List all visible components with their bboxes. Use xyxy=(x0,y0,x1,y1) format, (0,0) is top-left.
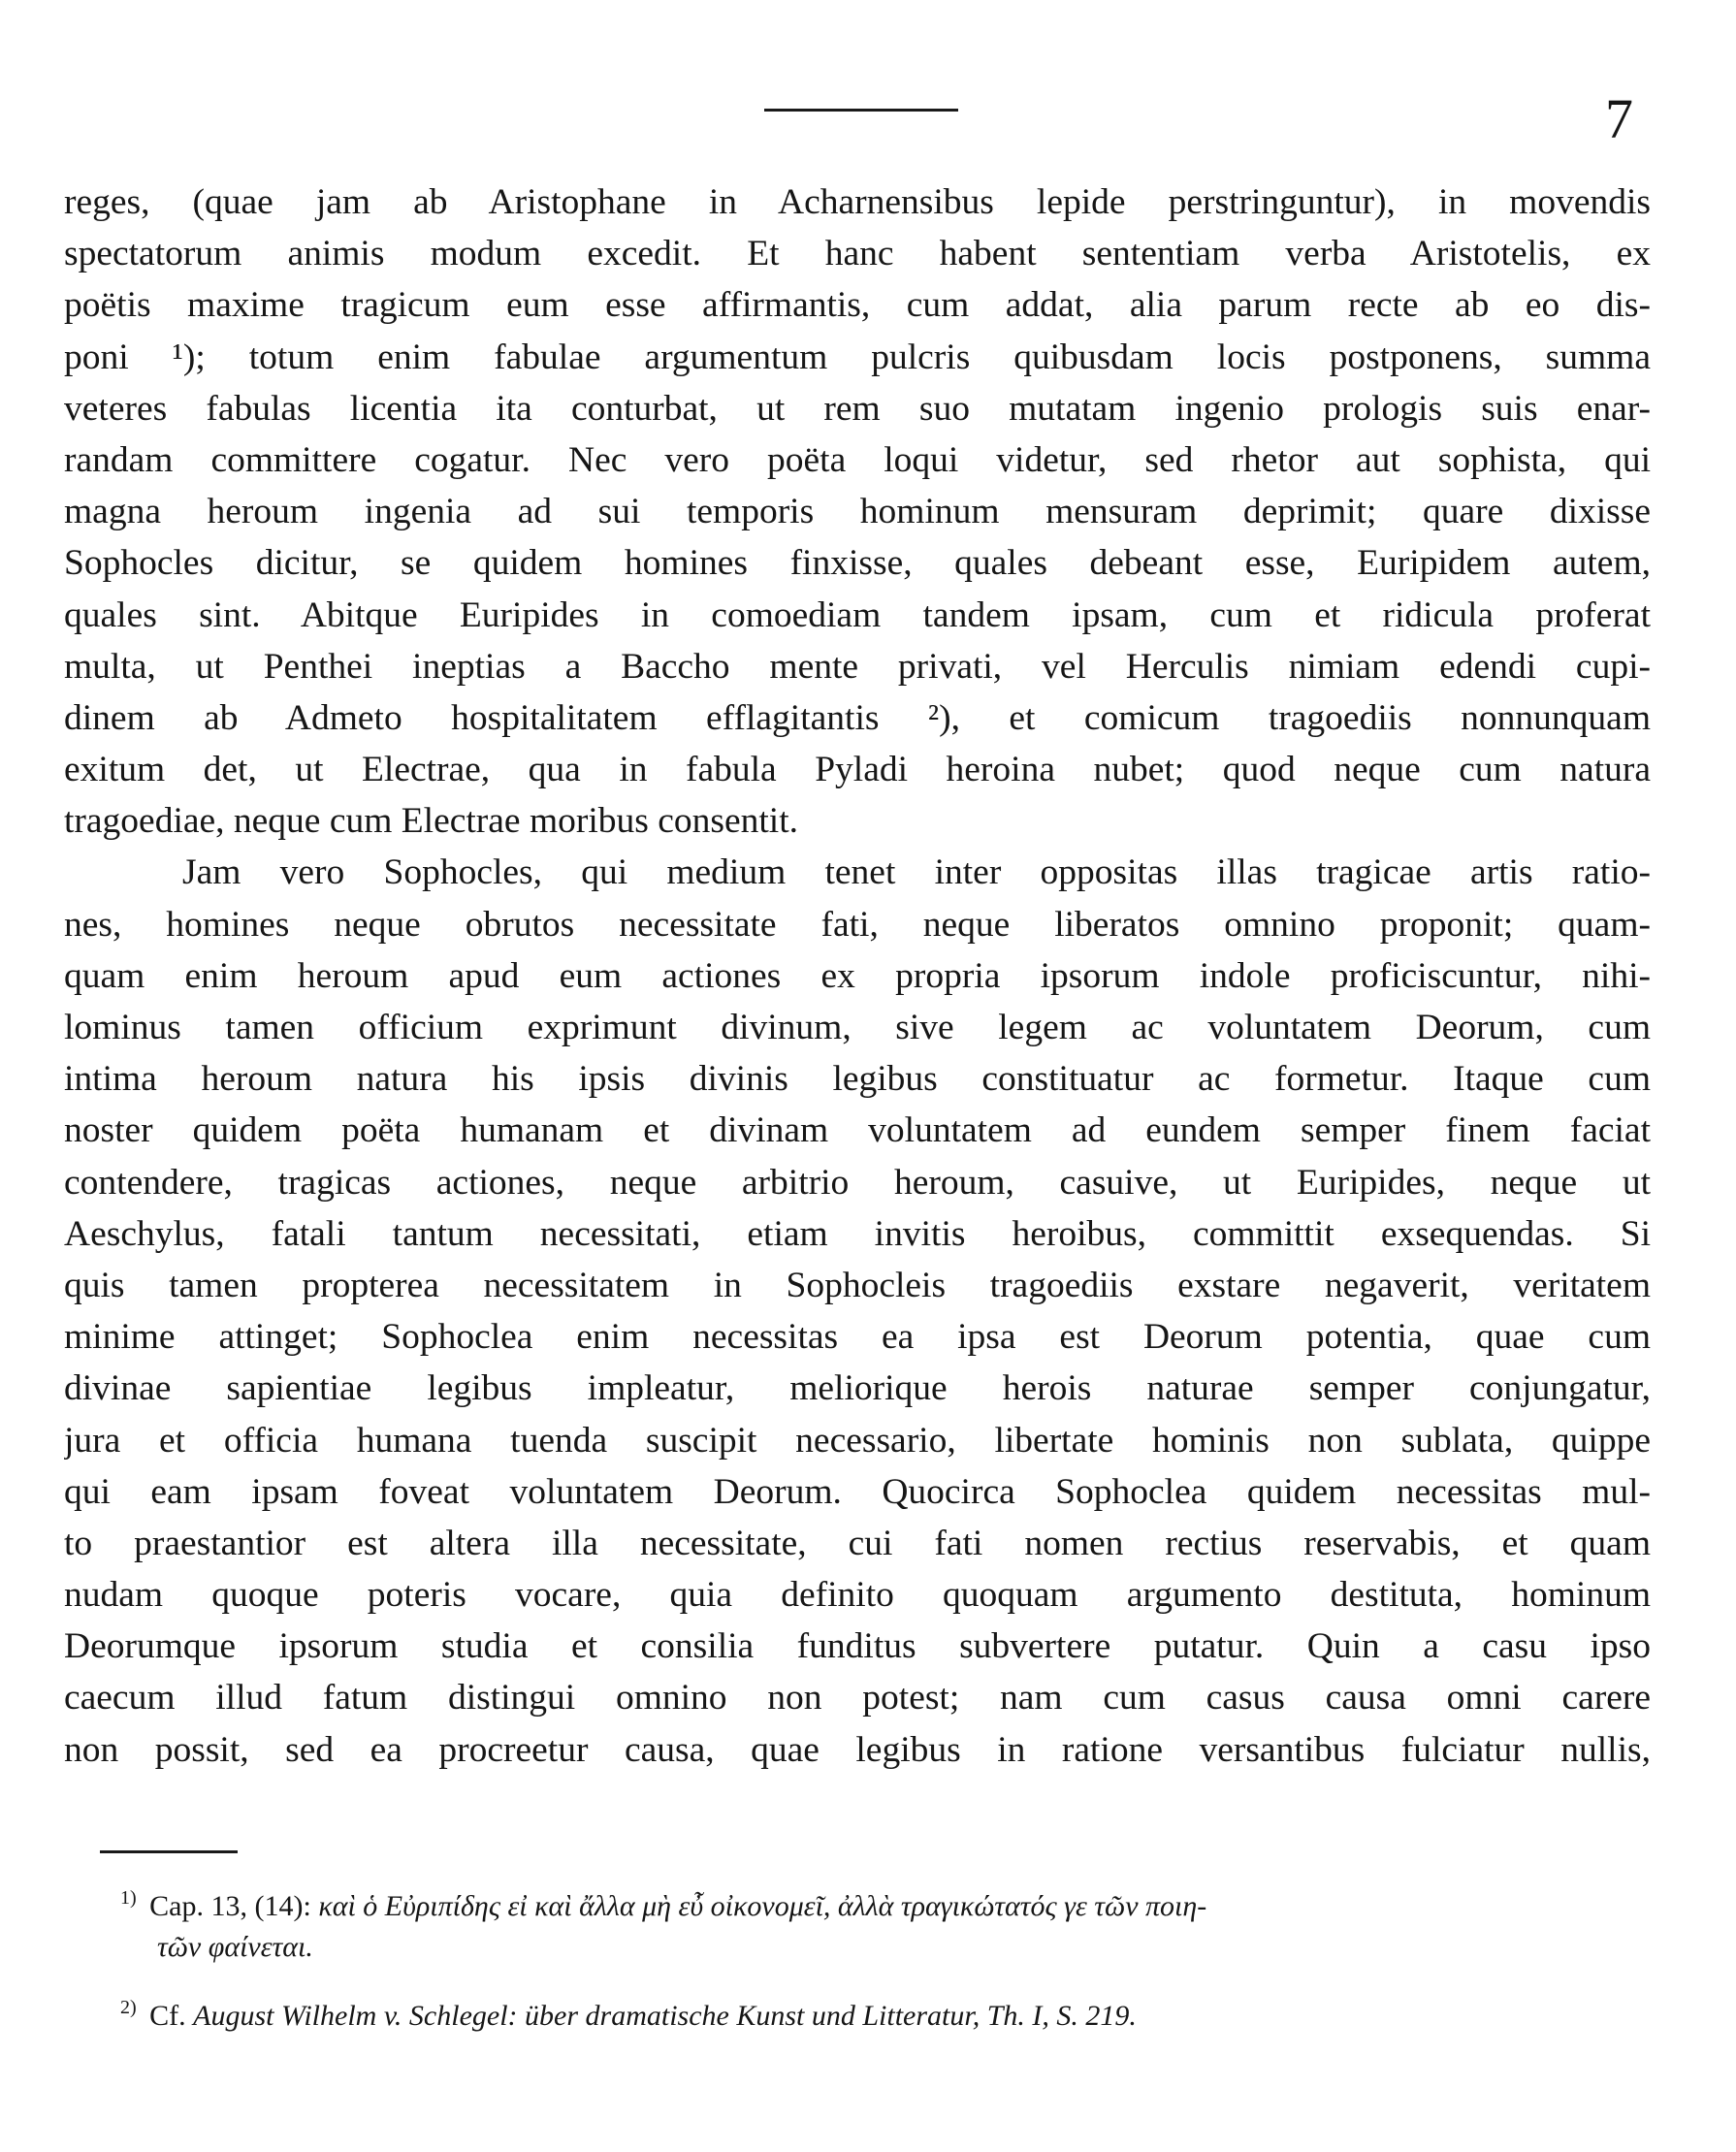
paragraph-end-line: tragoediae, neque cum Electrae moribus consentit. xyxy=(64,801,798,842)
footnote-greek-quote: καὶ ὁ Εὐριπίδης εἰ καὶ ἄλλα μὴ εὖ οἰκονομεῖ, ἀλλὰ τραγικώτατός γε τῶν ποιη- xyxy=(318,1890,1207,1922)
footnote-2 xyxy=(120,1987,1633,2037)
footnotes xyxy=(120,1878,1633,2056)
footnote-1-line xyxy=(120,1878,1633,1927)
footnote-citation: August Wilhelm v. Schlegel: über dramatische Kunst und Litteratur, Th. I, S. 219. xyxy=(193,2000,1137,2032)
paragraph-start-line: Jam vero Sophocles, qui medium tenet inter oppositas illas tragicae artis ratio- xyxy=(182,852,1651,893)
text-line: noster quidem poëta humanam et divinam voluntatem ad eundem semper finem faciat xyxy=(64,1110,1651,1151)
text-line: contendere, tragicas actiones, neque arbitrio heroum, casuive, ut Euripides, neque ut xyxy=(64,1162,1651,1203)
footnote-2-line xyxy=(120,1987,1633,2037)
text-line: Deorumque ipsorum studia et consilia funditus subvertere putatur. Quin a casu ipso xyxy=(64,1626,1651,1667)
footnote-greek-quote-continued: τῶν φαίνεται. xyxy=(157,1931,313,1963)
text-line: to praestantior est altera illa necessitate, cui fati nomen rectius reservabis, et quam xyxy=(64,1523,1651,1563)
body-text xyxy=(64,177,1651,1776)
text-line: randam committere cogatur. Nec vero poëta loqui videtur, sed rhetor aut sophista, qui xyxy=(64,439,1651,480)
text-line: Aeschylus, fatali tantum necessitati, etiam invitis heroibus, committit exsequendas. Si xyxy=(64,1213,1651,1254)
text-line: divinae sapientiae legibus impleatur, meliorique herois naturae semper conjungatur, xyxy=(64,1368,1651,1409)
text-line: poëtis maxime tragicum eum esse affirmantis, cum addat, alia parum recte ab eo dis- xyxy=(64,285,1651,326)
text-line: intima heroum natura his ipsis divinis legibus constituatur ac formetur. Itaque cum xyxy=(64,1059,1651,1100)
footnote-1 xyxy=(120,1878,1633,1968)
text-line: non possit, sed ea procreetur causa, quae legibus in ratione versantibus fulciatur nullis, xyxy=(64,1729,1651,1770)
text-line: lominus tamen officium exprimunt divinum, sive legem ac voluntatem Deorum, cum xyxy=(64,1008,1651,1047)
footnote-marker: 1) xyxy=(120,1887,137,1909)
text-line: reges, (quae jam ab Aristophane in Acharnensibus lepide perstringuntur), in movendis xyxy=(64,182,1651,222)
footnote-marker: 2) xyxy=(120,1997,137,2018)
text-line: dinem ab Admeto hospitalitatem efflagitantis ²), et comicum tragoediis nonnunquam xyxy=(64,697,1651,738)
text-line: quam enim heroum apud eum actiones ex propria ipsorum indole proficiscuntur, nihi- xyxy=(64,955,1651,996)
header-rule xyxy=(764,109,958,112)
text-line: poni ¹); totum enim fabulae argumentum pulcris quibusdam locis postponens, summa xyxy=(64,337,1651,377)
text-line: minime attinget; Sophoclea enim necessitas ea ipsa est Deorum potentia, quae cum xyxy=(64,1317,1651,1358)
text-line: exitum det, ut Electrae, qua in fabula Pyladi heroina nubet; quod neque cum natura xyxy=(64,750,1651,790)
text-line: quis tamen propterea necessitatem in Sophocleis tragoediis exstare negaverit, veritatem xyxy=(64,1265,1651,1305)
footnote-reference: Cap. 13, (14): xyxy=(149,1890,311,1922)
text-line: veteres fabulas licentia ita conturbat, ut rem suo mutatam ingenio prologis suis enar- xyxy=(64,388,1651,429)
text-line: magna heroum ingenia ad sui temporis hominum mensuram deprimit; quare dixisse xyxy=(64,492,1651,532)
footnote-reference: Cf. xyxy=(149,2000,186,2032)
text-line: jura et officia humana tuenda suscipit necessario, libertate hominis non sublata, quippe xyxy=(64,1420,1651,1461)
text-line: multa, ut Penthei ineptias a Baccho mente privati, vel Herculis nimiam edendi cupi- xyxy=(64,646,1651,687)
footnote-rule xyxy=(100,1850,238,1853)
text-line: quales sint. Abitque Euripides in comoediam tandem ipsam, cum et ridicula proferat xyxy=(64,594,1651,635)
text-line: spectatorum animis modum excedit. Et hanc habent sententiam verba Aristotelis, ex xyxy=(64,234,1651,274)
text-line: qui eam ipsam foveat voluntatem Deorum. Quocirca Sophoclea quidem necessitas mul- xyxy=(64,1471,1651,1512)
text-line: Sophocles dicitur, se quidem homines finxisse, quales debeant esse, Euripidem autem, xyxy=(64,543,1651,584)
text-line: caecum illud fatum distingui omnino non potest; nam cum casus causa omni carere xyxy=(64,1678,1651,1718)
text-line: nes, homines neque obrutos necessitate fati, neque liberatos omnino proponit; quam- xyxy=(64,904,1651,945)
text-line: nudam quoque poteris vocare, quia definito quoquam argumento destituta, hominum xyxy=(64,1575,1651,1616)
page-number: 7 xyxy=(1605,87,1633,150)
